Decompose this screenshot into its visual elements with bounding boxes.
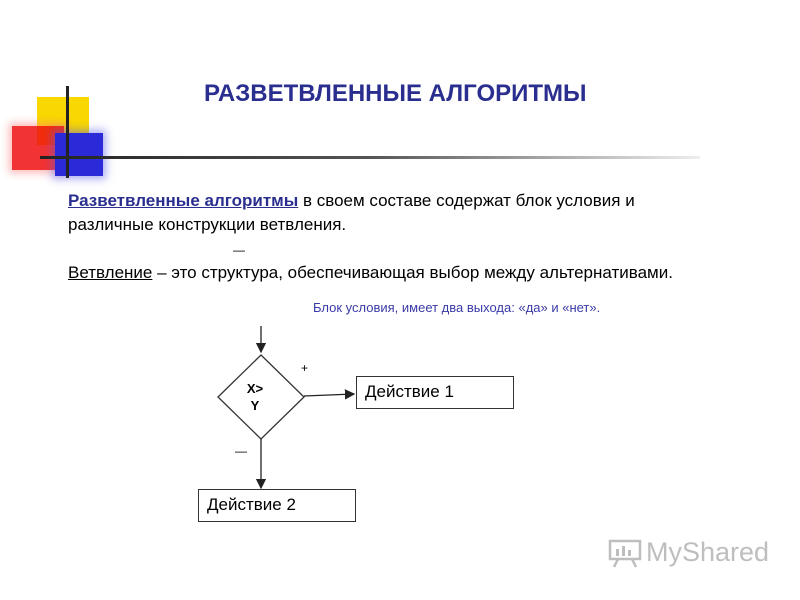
- action-2-box: Действие 2: [198, 489, 356, 522]
- watermark-text: MyShared: [646, 537, 770, 567]
- action-1-box: Действие 1: [356, 376, 514, 409]
- condition-line2: Y: [250, 398, 260, 413]
- yes-arrow: [304, 394, 354, 396]
- watermark: [608, 537, 769, 568]
- yes-sign: +: [301, 361, 309, 375]
- definition-link[interactable]: Разветвленные алгоритмы: [68, 191, 299, 210]
- condition-note: Блок условия, имеет два выхода: «да» и «нет».: [313, 300, 601, 315]
- branching-term: Ветвление: [68, 263, 153, 282]
- definition-text: в своем составе содержат блок условия и: [298, 191, 635, 210]
- condition-line1: X>: [246, 381, 264, 396]
- dash-mark: —: [233, 243, 245, 257]
- definition-text-line2: различные конструкции ветвления.: [68, 215, 347, 234]
- presentation-board-icon: [608, 538, 642, 568]
- slide-title: РАЗВЕТВЛЕННЫЕ АЛГОРИТМЫ: [204, 80, 587, 107]
- condition-label: [240, 380, 270, 414]
- no-sign: —: [235, 444, 247, 458]
- branching-text: – это структура, обеспечивающая выбор между альтернативами.: [152, 263, 673, 282]
